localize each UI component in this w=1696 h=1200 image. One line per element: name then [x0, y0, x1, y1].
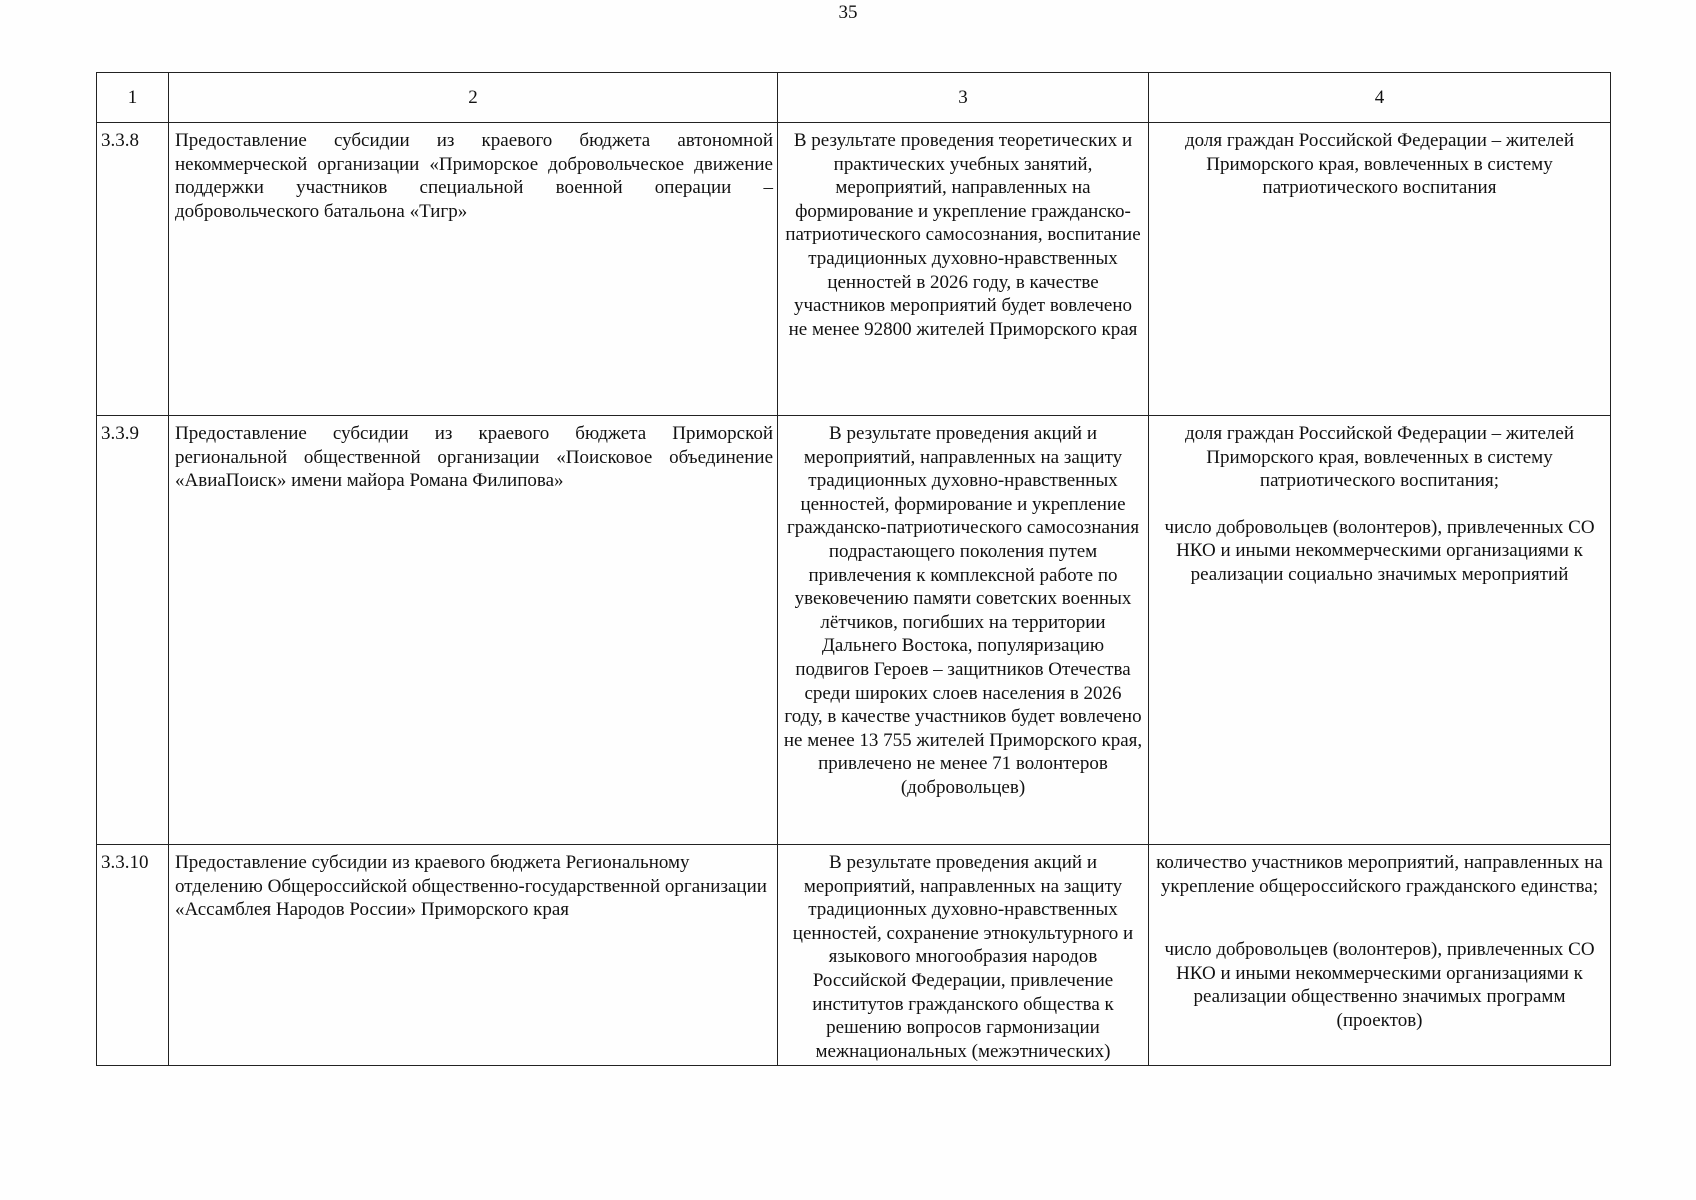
column-header-2: 2	[169, 73, 778, 123]
row-number: 3.3.8	[97, 123, 169, 416]
indicator-text: доля граждан Российской Федерации – жителей Приморского края, вовлеченных в систему патриотического воспитания;	[1185, 423, 1574, 492]
indicators-cell	[1149, 123, 1611, 416]
table-row	[97, 416, 1611, 845]
indicators-cell	[1149, 845, 1611, 1066]
expected-result: В результате проведения акций и мероприятий, направленных на защиту традиционных духовно-нравственных ценностей, формирование и укрепление гражданско-патриотического самосознания подрастающего поколения путем привлечения к комплексной работе по увековечению памяти советских военных лётчиков, погибших на территории Дальнего Востока, популяризацию подвигов Героев – защитников Отечества среди широких слоев населения в 2026 году, в качестве участников будет вовлечено не менее 13 755 жителей Приморского края, привлечено не менее 71 волонтеров (добровольцев)	[778, 416, 1149, 845]
indicator-text: доля граждан Российской Федерации – жителей Приморского края, вовлеченных в систему патриотического воспитания	[1185, 130, 1574, 199]
row-number: 3.3.10	[97, 845, 169, 1066]
table-row	[97, 845, 1611, 1066]
table-row	[97, 123, 1611, 416]
measure-name: Предоставление субсидии из краевого бюджета Приморской региональной общественной организации «Поисковое объединение «АвиаПоиск» имени майора Романа Филипова»	[169, 416, 778, 845]
expected-result: В результате проведения акций и мероприятий, направленных на защиту традиционных духовно-нравственных ценностей, сохранение этнокультурного и языкового многообразия народов Российской Федерации, привлечение институтов гражданского общества к решению вопросов гармонизации межнациональных (межэтнических)	[778, 845, 1149, 1066]
indicator-text: число добровольцев (волонтеров), привлеченных СО НКО и иными некоммерческими организациями к реализации общественно значимых программ (проектов)	[1164, 939, 1595, 1031]
column-header-1: 1	[97, 73, 169, 123]
table-header	[97, 73, 1611, 123]
row-number: 3.3.9	[97, 416, 169, 845]
indicator-text: количество участников мероприятий, направленных на укрепление общероссийского гражданского единства;	[1156, 852, 1603, 897]
expected-result: В результате проведения теоретических и практических учебных занятий, мероприятий, направленных на формирование и укрепление гражданско-патриотического самосознания, воспитание традиционных духовно-нравственных ценностей в 2026 году, в качестве участников мероприятий будет вовлечено не менее 92800 жителей Приморского края	[778, 123, 1149, 416]
indicators-cell	[1149, 416, 1611, 845]
measure-name: Предоставление субсидии из краевого бюджета Региональному отделению Общероссийской общественно-государственной организации «Ассамблея Народов России» Приморского края	[169, 845, 778, 1066]
column-header-3: 3	[778, 73, 1149, 123]
page-number: 35	[838, 2, 858, 23]
column-header-4: 4	[1149, 73, 1611, 123]
measures-table	[96, 72, 1611, 1066]
indicator-text: число добровольцев (волонтеров), привлеченных СО НКО и иными некоммерческими организациями к реализации социально значимых мероприятий	[1164, 516, 1595, 585]
measure-name: Предоставление субсидии из краевого бюджета автономной некоммерческой организации «Приморское добровольческое движение поддержки участников специальной военной операции – добровольческого батальона «Тигр»	[169, 123, 778, 416]
